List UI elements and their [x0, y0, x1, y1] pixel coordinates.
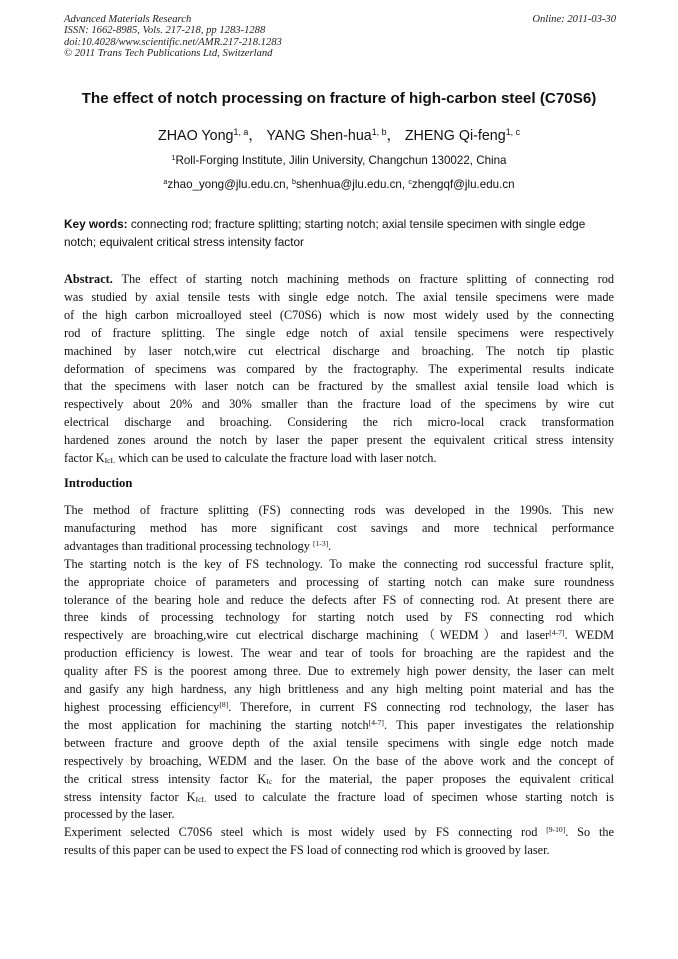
- body-line: production efficiency is lowest. The wear and tear of tools for broaching are the rapidest and the: [64, 646, 614, 661]
- online-date: Online: 2011-03-30: [532, 14, 616, 25]
- body-text: stress intensity factor K: [64, 789, 196, 804]
- body-line: three kinds of processing technology for starting notch used by FS connecting rod which: [64, 610, 614, 625]
- abstract-text: factor K: [64, 451, 105, 466]
- email-address: zhao_yong@jlu.edu.cn,: [167, 178, 292, 191]
- abstract: [64, 271, 614, 468]
- author-affiliation-marker: 1, c: [505, 127, 520, 138]
- abstract-line: of the high carbon microalloyed steel (C70S6) which is now most widely used by the connecting: [64, 307, 614, 322]
- citation: [1-3]: [312, 538, 329, 548]
- body-line: [64, 627, 614, 645]
- body-text: for the material, the paper proposes the equivalent critical: [272, 771, 614, 786]
- body-line: tolerance of the bearing hole and reduce the defects after FS of connecting rod. At present there are: [64, 592, 614, 607]
- abstract-label: Abstract.: [64, 272, 113, 286]
- abstract-line: was studied by axial tensile tests with single edge notch. The axial tensile specimens were made: [64, 289, 614, 304]
- email-marker: c: [408, 177, 412, 187]
- affiliation: [0, 154, 678, 167]
- body-text: . WEDM: [564, 628, 615, 643]
- body-line: processed by the laser.: [64, 807, 175, 822]
- body-line: The starting notch is the key of FS technology. To make the connecting rod successful fracture split,: [64, 556, 614, 571]
- abstract-line: rod of fracture splitting. The single edge notch of axial tensile specimens were respectively: [64, 325, 614, 340]
- doi-line: doi:10.4028/www.scientific.net/AMR.217-218.1283: [64, 36, 282, 48]
- body-text: Experiment selected C70S6 steel which is most widely used by FS connecting rod: [64, 825, 547, 840]
- body-line: and gasify any high hardness, any high brittleness and any high melting point material and has the: [64, 682, 614, 697]
- body-line: between fracture and groove depth of the axial tensile specimens with single edge notch made: [64, 735, 614, 750]
- body-text: . So the: [565, 825, 615, 840]
- keywords-line: [64, 215, 620, 233]
- body-text: used to calculate the fracture load of specimen whose starting notch is: [206, 789, 614, 804]
- keywords: [64, 215, 620, 251]
- citation: [4-7]: [549, 628, 565, 638]
- citation: [9-10]: [546, 825, 566, 835]
- paper-title: The effect of notch processing on fracture of high-carbon steel (C70S6): [81, 90, 597, 107]
- abstract-line: [64, 271, 614, 289]
- body-text: respectively are broaching,wire cut electrical discharge machining（WEDM）and laser: [64, 628, 550, 643]
- email-address: shenhua@jlu.edu.cn,: [295, 178, 409, 191]
- abstract-line: that the specimens with laser notch can be fractured by the smallest axial tensile load which is: [64, 379, 614, 394]
- body-line: the appropriate choice of parameters and processing of starting notch can make sure roundness: [64, 574, 614, 589]
- body-text: the critical stress intensity factor K: [64, 771, 267, 786]
- section-heading: Introduction: [64, 476, 133, 490]
- email-address: zhengqf@jlu.edu.cn: [411, 178, 515, 191]
- subscript: Ic: [266, 776, 273, 786]
- subscript: IcL: [104, 456, 116, 466]
- subscript: IcL: [195, 794, 207, 804]
- abstract-line: machined by laser notch,wire cut electrical discharge and broaching. The notch tip plastic: [64, 343, 614, 358]
- introduction-body: [64, 502, 614, 860]
- abstract-line: deformation of specimens was compared by the fractography. The experimental results indicate: [64, 361, 614, 376]
- body-line: quality after FS is the poorest among three. Due to extremely high power density, the laser can melt: [64, 664, 614, 679]
- body-text: . Therefore, in current FS connecting rod technology, the laser has: [228, 699, 614, 714]
- author-separator: ，: [386, 128, 401, 144]
- journal-name: Advanced Materials Research: [64, 14, 192, 25]
- abstract-line: [64, 450, 614, 468]
- author-affiliation-marker: 1, b: [371, 127, 387, 138]
- abstract-text: The effect of starting notch machining methods on fracture splitting of connecting rod: [112, 272, 614, 286]
- keywords-line: notch; equivalent critical stress intensity factor: [64, 235, 304, 249]
- body-line: [64, 717, 614, 735]
- body-line: [64, 824, 614, 842]
- author-separator: ，: [248, 128, 263, 144]
- abstract-line: electrical discharge and broaching. Considering the rich micro-local crack transformation: [64, 415, 614, 430]
- keywords-text: connecting rod; fracture splitting; starting notch; axial tensile specimen with single edge: [127, 217, 586, 231]
- body-text: highest processing efficiency: [64, 699, 220, 714]
- abstract-line: respectively about 20% and 30% smaller than the fracture load of the specimens by wire cut: [64, 397, 614, 412]
- body-text: the most application for machining the starting notch: [64, 717, 369, 732]
- author-list: [0, 125, 678, 145]
- email-list: [0, 178, 678, 191]
- body-line: manufacturing method has more significant cost savings and more technical performance: [64, 520, 614, 535]
- keywords-label: Key words:: [64, 217, 128, 231]
- affiliation-text: Roll-Forging Institute, Jilin University, Changchun 130022, China: [175, 154, 507, 167]
- email-marker: b: [291, 177, 296, 187]
- body-line: results of this paper can be used to expect the FS load of connecting rod which is grooved by laser.: [64, 843, 550, 858]
- body-line: [64, 771, 614, 789]
- author-name: ZHENG Qi-feng: [404, 128, 506, 144]
- citation: [8]: [219, 699, 229, 709]
- affiliation-marker: 1: [171, 153, 176, 163]
- body-line: [64, 789, 614, 807]
- author-name: YANG Shen-hua: [266, 128, 372, 144]
- issn-line: ISSN: 1662-8985, Vols. 217-218, pp 1283-1288: [64, 25, 266, 37]
- citation: [4-7]: [368, 717, 384, 727]
- body-line: [64, 538, 614, 556]
- author-name: ZHAO Yong: [158, 128, 234, 144]
- journal-header: [64, 14, 616, 60]
- abstract-text: which can be used to calculate the fracture load with laser notch.: [115, 451, 437, 466]
- abstract-line: hardened zones around the notch by laser the paper present the equivalent critical stress intensity: [64, 433, 614, 448]
- body-line: The method of fracture splitting (FS) connecting rods was developed in the 1990s. This new: [64, 503, 614, 517]
- copyright-line: © 2011 Trans Tech Publications Ltd, Switzerland: [64, 48, 273, 60]
- body-text: .: [328, 538, 332, 553]
- body-line: [64, 699, 614, 717]
- body-line: respectively by broaching, WEDM and the laser. On the base of the above work and the concept of: [64, 753, 614, 768]
- email-marker: a: [163, 177, 168, 187]
- body-text: advantages than traditional processing technology: [64, 538, 313, 553]
- author-affiliation-marker: 1, a: [233, 127, 249, 138]
- body-text: . This paper investigates the relationship: [383, 717, 614, 732]
